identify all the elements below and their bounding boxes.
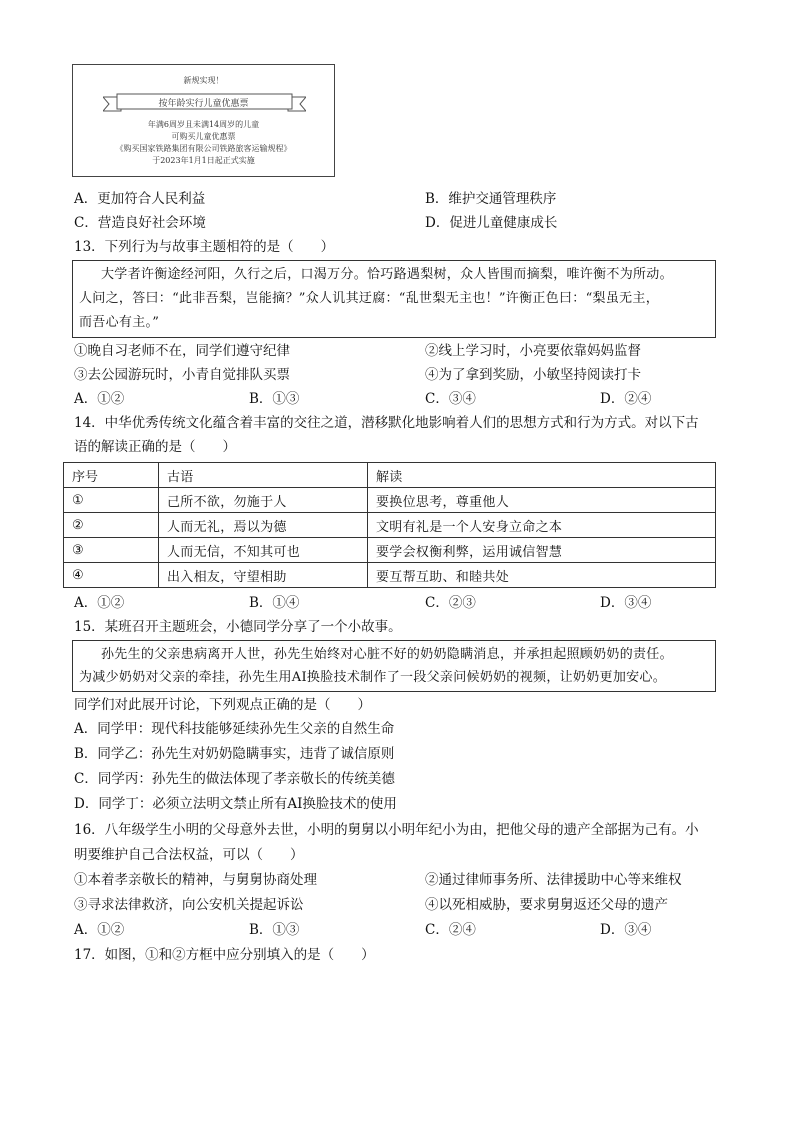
q15-story-box [72, 640, 716, 692]
q17-stem: 17．如图，①和②方框中应分别填入的是（ ） [74, 947, 375, 963]
q15-stem: 15．某班召开主题班会，小德同学分享了一个小故事。 [74, 619, 402, 635]
table-row [64, 563, 716, 588]
table-cell: 人而无礼，焉以为德 [159, 513, 368, 538]
q13-option-c[interactable]: C．③④ [425, 391, 476, 407]
table-header-cell: 序号 [64, 463, 159, 488]
q12-option-a[interactable]: A．更加符合人民利益 [74, 191, 206, 207]
table-cell: ② [64, 513, 159, 538]
q13-story-line-2: 人问之，答曰：“此非吾梨，岂能摘？”众人讥其迂腐：“乱世梨无主也！”许衡正色曰：“梨虽无主， [79, 291, 660, 306]
table-row [64, 488, 716, 513]
q13-story-box [72, 260, 716, 338]
table-cell: 文明有礼是一个人安身立命之本 [368, 513, 716, 538]
table-cell: ④ [64, 563, 159, 588]
q12-option-c[interactable]: C．营造良好社会环境 [74, 215, 206, 231]
q14-option-a[interactable]: A．①② [74, 595, 125, 611]
table-header-cell: 古语 [159, 463, 368, 488]
table-cell: 要学会权衡利弊，运用诚信智慧 [368, 538, 716, 563]
table-cell: 己所不欲，勿施于人 [159, 488, 368, 513]
q15-option-b[interactable]: B．同学乙：孙先生对奶奶隐瞒事实，违背了诚信原则 [74, 746, 395, 762]
q16-stem-line-1: 16．八年级学生小明的父母意外去世，小明的舅舅以小明年纪小为由，把他父母的遗产全部据为己有。小 [74, 822, 699, 838]
q14-option-b[interactable]: B．①④ [249, 595, 300, 611]
table-cell: ③ [64, 538, 159, 563]
q13-option-a[interactable]: A．①② [74, 391, 125, 407]
q14-stem-line-1: 14．中华优秀传统文化蕴含着丰富的交往之道，潜移默化地影响着人们的思想方式和行为方式。对以下古 [74, 415, 699, 431]
q13-stem: 13．下列行为与故事主题相符的是（ ） [74, 239, 335, 255]
q16-option-a[interactable]: A．①② [74, 922, 125, 938]
q13-statement-2: ②线上学习时，小亮要依靠妈妈监督 [425, 343, 641, 359]
q15-follow: 同学们对此展开讨论，下列观点正确的是（ ） [74, 697, 371, 713]
table-cell: 要换位思考，尊重他人 [368, 488, 716, 513]
q14-table [63, 462, 716, 588]
q16-statement-2: ②通过律师事务所、法律援助中心等来维权 [425, 872, 682, 888]
q16-statement-1: ①本着孝亲敬长的精神，与舅舅协商处理 [74, 872, 317, 888]
q15-story-line-2: 为减少奶奶对父亲的牵挂，孙先生用AI换脸技术制作了一段父亲问候奶奶的视频，让奶奶更加安心。 [79, 670, 667, 685]
q16-statement-3: ③寻求法律救济，向公安机关提起诉讼 [74, 897, 304, 913]
table-cell: 出入相友，守望相助 [159, 563, 368, 588]
table-header-cell: 解读 [368, 463, 716, 488]
notice-line-1: 年满6周岁且未满14周岁的儿童 [147, 120, 260, 129]
table-row [64, 538, 716, 563]
q13-option-b[interactable]: B．①③ [249, 391, 300, 407]
q16-option-d[interactable]: D．③④ [600, 922, 652, 938]
notice-banner-text: 按年龄实行儿童优惠票 [158, 99, 249, 109]
q15-option-c[interactable]: C．同学丙：孙先生的做法体现了孝亲敬长的传统美德 [74, 771, 395, 787]
notice-top-text: 新规实现！ [183, 76, 224, 85]
table-header-row [64, 463, 716, 488]
q13-option-d[interactable]: D．②④ [600, 391, 652, 407]
q13-statement-1: ①晚自习老师不在，同学们遵守纪律 [74, 343, 290, 359]
q13-statement-3: ③去公园游玩时，小青自觉排队买票 [74, 367, 290, 383]
notice-line-3: 《购买国家铁路集团有限公司铁路旅客运输规程》 [115, 144, 292, 153]
q14-option-d[interactable]: D．③④ [600, 595, 652, 611]
table-cell: ① [64, 488, 159, 513]
q16-option-c[interactable]: C．②④ [425, 922, 476, 938]
q15-option-a[interactable]: A．同学甲：现代科技能够延续孙先生父亲的自然生命 [74, 721, 395, 737]
notice-line-4: 于2023年1月1日起正式实施 [152, 156, 255, 165]
q12-option-b[interactable]: B．维护交通管理秩序 [425, 191, 557, 207]
q16-stem-line-2: 明要维护自己合法权益，可以（ ） [74, 847, 304, 863]
q12-option-d[interactable]: D．促进儿童健康成长 [425, 215, 558, 231]
table-cell: 人而无信，不知其可也 [159, 538, 368, 563]
table-row [64, 513, 716, 538]
q13-story-line-3: 而吾心有主。” [79, 315, 160, 330]
q14-stem-line-2: 语的解读正确的是（ ） [74, 439, 236, 455]
q13-statement-4: ④为了拿到奖励，小敏坚持阅读打卡 [425, 367, 641, 383]
q13-story-line-1: 大学者许衡途经河阳，久行之后，口渴万分。恰巧路遇梨树，众人皆围而摘梨，唯许衡不为所动。 [101, 267, 673, 282]
q16-option-b[interactable]: B．①③ [249, 922, 300, 938]
table-cell: 要互帮互助、和睦共处 [368, 563, 716, 588]
q15-option-d[interactable]: D．同学丁：必须立法明文禁止所有AI换脸技术的使用 [74, 796, 397, 812]
q15-story-line-1: 孙先生的父亲患病离开人世，孙先生始终对心脏不好的奶奶隐瞒消息，并承担起照顾奶奶的责任。 [101, 647, 673, 662]
notice-image [72, 64, 335, 177]
q14-option-c[interactable]: C．②③ [425, 595, 476, 611]
notice-line-2: 可购买儿童优惠票 [171, 132, 236, 141]
q16-statement-4: ④以死相威胁，要求舅舅返还父母的遗产 [425, 897, 668, 913]
